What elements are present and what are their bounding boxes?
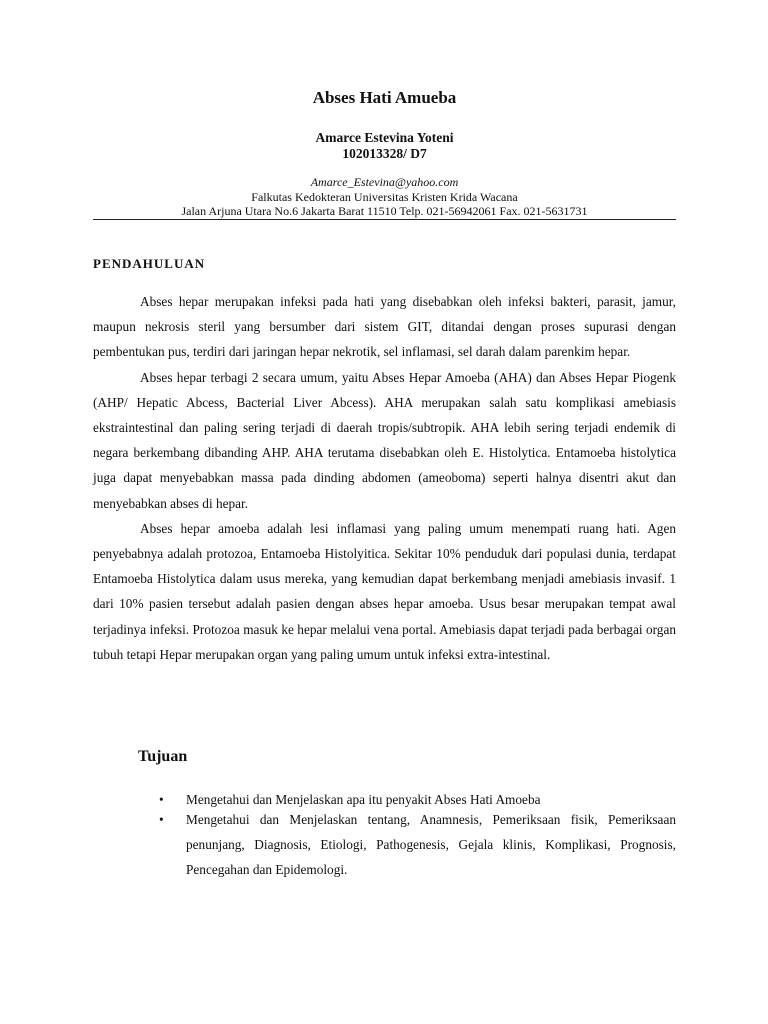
goal-text: Mengetahui dan Menjelaskan tentang, Anamnesis, Pemeriksaan fisik, Pemeriksaan penunjang, Diagnosis, Etiologi, Pathogenesis, Gejala klinis, Komplikasi, Prognosis, Pencegahan dan Epidemologi. — [186, 812, 676, 878]
document-title: Abses Hati Amueba — [312, 88, 457, 107]
goals-list — [155, 789, 676, 883]
bullet-icon: • — [159, 792, 164, 807]
author-id: 102013328/ D7 — [342, 146, 427, 161]
header-divider — [93, 219, 676, 220]
bullet-icon: • — [159, 812, 164, 827]
author-block — [93, 130, 676, 162]
intro-heading: PENDAHULUAN — [93, 256, 206, 271]
author-email: Amarce_Estevina@yahoo.com — [310, 175, 459, 189]
intro-paragraph: Abses hepar amoeba adalah lesi inflamasi yang paling umum menempati ruang hati. Agen penyebabnya adalah protozoa, Entamoeba Histolyitica. Sekitar 10% penduduk dari populasi dunia, terdapat Entamoeba Histolytica dalam usus mereka, yang kemudian dapat berkembang menjadi amebiasis invasif. 1 dari 10% pasien tersebut adalah pasien dengan abses hepar amoeba. Usus besar merupakan tempat awal terjadinya infeksi. Protozoa masuk ke hepar melalui vena portal. Amebiasis dapat terjadi pada berbagai organ tubuh tetapi Hepar merupakan organ yang paling umum untuk infeksi extra-intestinal. — [93, 520, 676, 662]
author-name: Amarce Estevina Yoteni — [315, 130, 454, 145]
affiliation-block — [93, 190, 676, 218]
address-line: Jalan Arjuna Utara No.6 Jakarta Barat 11510 Telp. 021-56942061 Fax. 021-5631731 — [181, 204, 588, 218]
faculty-line: Falkutas Kedokteran Universitas Kristen Krida Wacana — [251, 190, 518, 204]
intro-paragraph: Abses hepar merupakan infeksi pada hati yang disebabkan oleh infeksi bakteri, parasit, jamur, maupun nekrosis steril yang bersumber dari sistem GIT, ditandai dengan proses supurasi dengan pembentukan pus, terdiri dari jaringan hepar nekrotik, sel inflamasi, sel darah dalam parenkim hepar. — [93, 294, 676, 360]
goal-text: Mengetahui dan Menjelaskan apa itu penyakit Abses Hati Amoeba — [186, 792, 541, 807]
intro-body — [93, 289, 676, 667]
goals-heading: Tujuan — [138, 748, 188, 765]
list-item — [155, 807, 676, 883]
intro-paragraph: Abses hepar terbagi 2 secara umum, yaitu Abses Hepar Amoeba (AHA) dan Abses Hepar Piogenk (AHP/ Hepatic Abcess, Bacterial Liver Abcess). AHA merupakan salah satu komplikasi amebiasis ekstraintestinal dan paling sering terjadi di daerah tropis/subtropik. AHA lebih sering terjadi endemik di negara berkembang dibanding AHP. AHA terutama disebabkan oleh E. Histolytica. Entamoeba histolytica juga dapat menyebabkan massa pada dinding abdomen (ameoboma) seperti halnya disentri akut dan menyebabkan abses di hepar. — [93, 369, 676, 511]
